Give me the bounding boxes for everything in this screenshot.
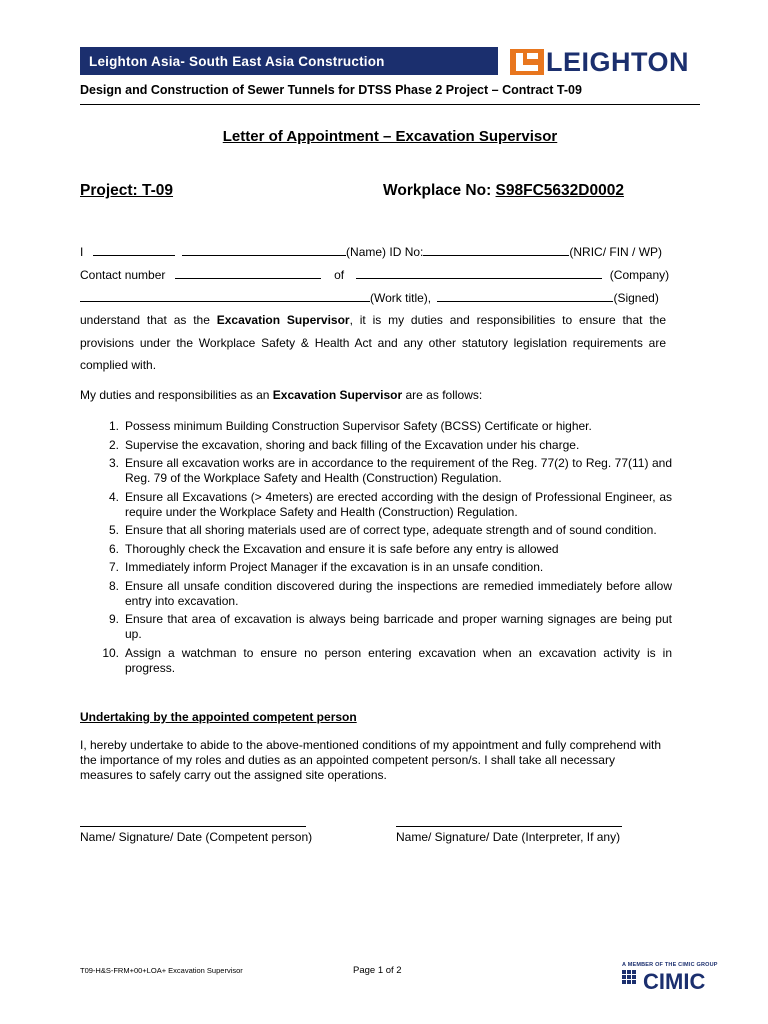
list-item-number: 9. bbox=[108, 612, 119, 626]
list-item-text: Assign a watchman to ensure no person entering excavation when an excavation activity is in progress. bbox=[125, 645, 672, 675]
form-row-contact bbox=[80, 268, 669, 282]
duties-intro bbox=[80, 388, 482, 402]
duties-intro-role: Excavation Supervisor bbox=[272, 388, 403, 402]
leighton-logo-mark-icon bbox=[510, 49, 544, 75]
understand-post: , it is my duties and responsibilities to ensure that the provisions under the Workplace Safety & Health Act and any other statutory legislation requirements are complied with. bbox=[80, 313, 666, 372]
list-item-number: 2. bbox=[108, 437, 119, 452]
list-item bbox=[80, 579, 672, 609]
workplace-value: S98FC5632D0002 bbox=[495, 182, 624, 199]
list-item-number: 4. bbox=[108, 489, 119, 504]
list-item bbox=[80, 612, 672, 642]
list-item-text: Possess minimum Building Construction Supervisor Safety (BCSS) Certificate or higher. bbox=[125, 419, 592, 433]
document-title-wrap bbox=[80, 128, 700, 145]
cimic-tagline: A MEMBER OF THE CIMIC GROUP bbox=[622, 962, 718, 968]
duties-intro-pre: My duties and responsibilities as an bbox=[80, 388, 273, 402]
project-label: Project: T-09 bbox=[80, 182, 174, 199]
cimic-grid-icon bbox=[622, 970, 640, 993]
page-number: Page 1 of 2 bbox=[353, 965, 402, 976]
list-item-text: Ensure that all shoring materials used are of correct type, adequate strength and of sound condition. bbox=[125, 523, 657, 537]
interpreter-signature-line[interactable] bbox=[396, 826, 622, 827]
list-item bbox=[80, 646, 672, 676]
interpreter-signature-label: Name/ Signature/ Date (Interpreter, If any) bbox=[396, 830, 621, 844]
company-header-bar bbox=[80, 47, 498, 75]
list-item-number: 5. bbox=[108, 523, 119, 537]
list-item bbox=[80, 523, 672, 538]
company-name: Leighton Asia- South East Asia Construction bbox=[89, 53, 385, 69]
cimic-word: CIMIC bbox=[643, 968, 706, 994]
list-item bbox=[80, 490, 672, 520]
salutation-blank[interactable] bbox=[93, 245, 175, 256]
contact-number-blank[interactable] bbox=[175, 268, 321, 279]
name-blank[interactable] bbox=[182, 245, 346, 256]
list-item-text: Ensure all excavation works are in accordance to the requirement of the Reg. 77(2) to Reg. 77(11) and Reg. 79 of the Workplace Safety and Health (Construction) Regulation. bbox=[125, 456, 672, 485]
list-item bbox=[80, 560, 672, 575]
form-contact-label: Contact number bbox=[80, 268, 166, 282]
work-title-blank[interactable] bbox=[80, 291, 370, 302]
id-number-blank[interactable] bbox=[423, 245, 569, 256]
form-name-label: (Name) ID No: bbox=[346, 245, 424, 259]
header-divider bbox=[80, 104, 700, 105]
document-code: T09-H&S-FRM+00+LOA+ Excavation Supervisor bbox=[80, 966, 243, 975]
list-item-text: Thoroughly check the Excavation and ensure it is safe before any entry is allowed bbox=[125, 541, 559, 556]
understand-paragraph bbox=[80, 309, 666, 377]
leighton-logo bbox=[510, 47, 700, 77]
list-item-number: 10. bbox=[102, 645, 119, 660]
signed-blank[interactable] bbox=[437, 291, 613, 302]
form-i-label: I bbox=[80, 245, 84, 259]
workplace-label: Workplace No: bbox=[383, 182, 496, 199]
list-item-text: Supervise the excavation, shoring and back filling of the Excavation under his charge. bbox=[125, 437, 580, 452]
document-title: Letter of Appointment – Excavation Supervisor bbox=[222, 128, 558, 145]
list-item-number: 3. bbox=[108, 456, 119, 470]
form-row-name bbox=[80, 245, 662, 259]
list-item-text: Immediately inform Project Manager if the excavation is in an unsafe condition. bbox=[125, 560, 544, 574]
undertaking-title: Undertaking by the appointed competent person bbox=[80, 710, 357, 724]
form-of-label: of bbox=[334, 268, 345, 282]
workplace-number bbox=[383, 182, 624, 200]
duties-list bbox=[80, 419, 672, 679]
list-item-text: Ensure all Excavations (> 4meters) are erected according with the design of Professional Engineer, as require under the Workplace Safety and Health (Construction) Regulation. bbox=[125, 489, 672, 519]
competent-signature-label: Name/ Signature/ Date (Competent person) bbox=[80, 830, 313, 844]
understand-pre: understand that as the bbox=[80, 313, 217, 327]
list-item bbox=[80, 419, 672, 434]
list-item-number: 1. bbox=[108, 419, 119, 433]
list-item bbox=[80, 438, 672, 453]
form-row-work-title bbox=[80, 291, 659, 305]
understand-role: Excavation Supervisor bbox=[216, 313, 350, 327]
leighton-logo-word: LEIGHTON bbox=[546, 47, 690, 77]
cimic-logo bbox=[622, 962, 722, 993]
form-nric-label: (NRIC/ FIN / WP) bbox=[569, 245, 663, 259]
form-signed-label: (Signed) bbox=[613, 291, 659, 305]
form-company-label: (Company) bbox=[609, 268, 670, 282]
list-item-text: Ensure all unsafe condition discovered during the inspections are remedied immediately before allow entry into excavation. bbox=[125, 578, 672, 608]
form-work-title-label: (Work title), bbox=[370, 291, 432, 305]
undertaking-text: I, hereby undertake to abide to the above-mentioned conditions of my appointment and fully comprehend with the importance of my roles and duties as an appointed competent person/s. I shall take all necessary measures to safely carry out the assigned site operations. bbox=[80, 738, 662, 782]
list-item-number: 7. bbox=[108, 560, 119, 574]
list-item-number: 8. bbox=[108, 578, 119, 593]
duties-intro-post: are as follows: bbox=[402, 388, 483, 402]
list-item-text: Ensure that area of excavation is always being barricade and proper warning signages are being put up. bbox=[125, 612, 672, 641]
project-subtitle: Design and Construction of Sewer Tunnels for DTSS Phase 2 Project – Contract T-09 bbox=[80, 83, 582, 97]
competent-signature-line[interactable] bbox=[80, 826, 306, 827]
list-item bbox=[80, 542, 672, 557]
company-blank[interactable] bbox=[356, 268, 602, 279]
list-item-number: 6. bbox=[108, 541, 119, 556]
list-item bbox=[80, 456, 672, 486]
